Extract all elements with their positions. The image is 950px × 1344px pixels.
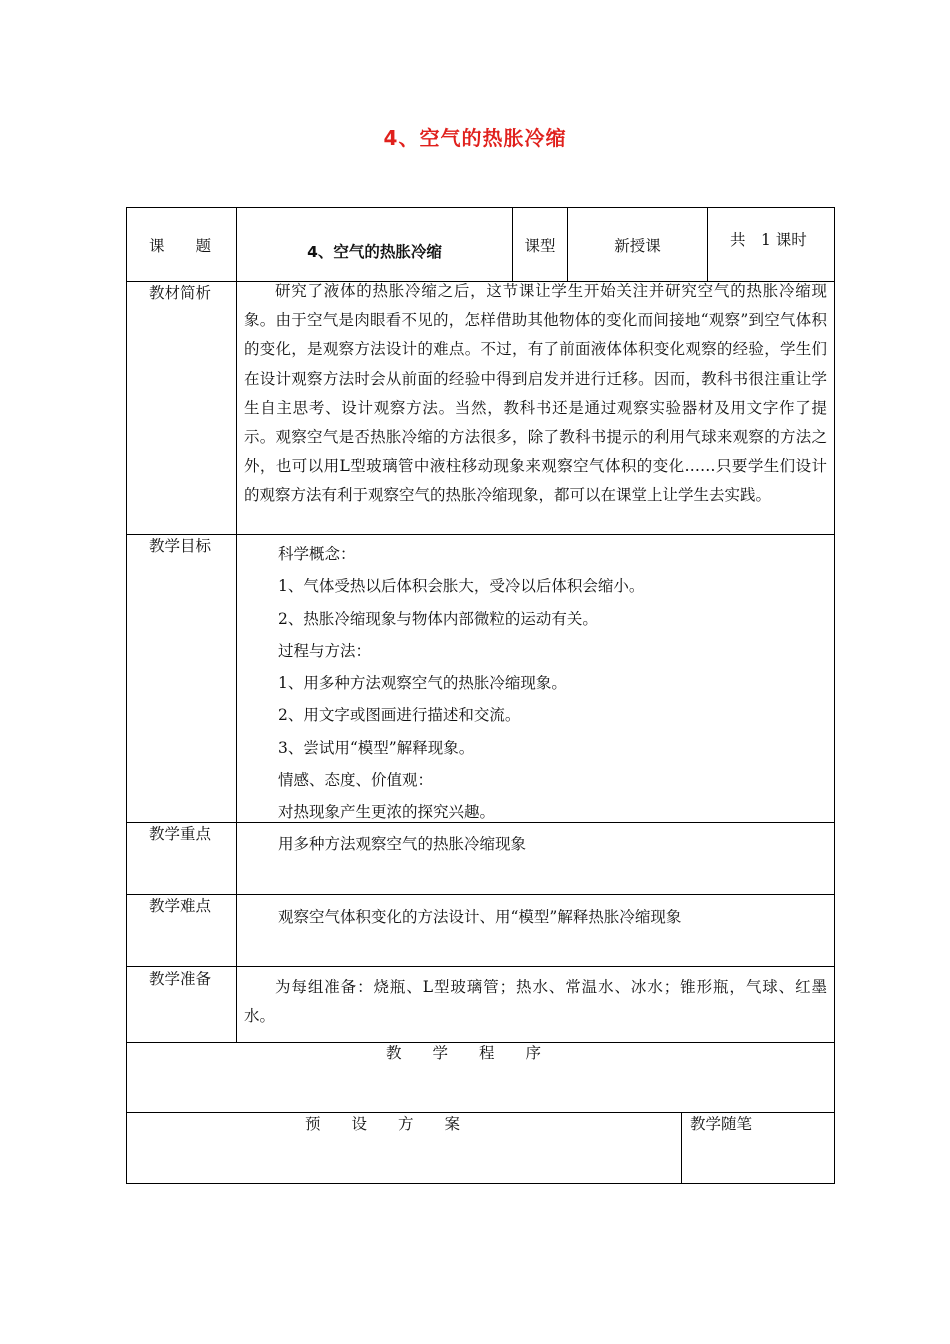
lesson-type-value: 新授课 <box>614 237 661 255</box>
table-border <box>126 966 835 967</box>
analysis-label: 教材简析 <box>149 284 212 302</box>
table-border <box>236 207 237 1043</box>
table-border <box>126 1112 835 1113</box>
goals-label: 教学目标 <box>149 537 212 555</box>
table-border <box>681 1112 682 1184</box>
procedure-label: 教 学 程 序 <box>386 1044 542 1062</box>
table-border <box>707 207 708 282</box>
topic-value: 4、空气的热胀冷缩 <box>307 243 442 261</box>
table-border <box>126 207 127 1184</box>
goal-line: 2、热胀冷缩现象与物体内部微粒的运动有关。 <box>278 609 598 628</box>
table-border <box>126 1183 835 1184</box>
table-border <box>126 894 835 895</box>
preparation-label: 教学准备 <box>149 970 212 988</box>
table-border <box>126 534 835 535</box>
goal-line: 1、气体受热以后体积会胀大，受冷以后体积会缩小。 <box>278 577 645 596</box>
lesson-type-label: 课型 <box>524 237 556 255</box>
analysis-text: 研究了液体的热胀冷缩之后，这节课让学生开始关注并研究空气的热胀冷缩现象。由于空气是肉眼看不见的，怎样借助其他物体的变化而间接地“观察”到空气体积的变化，是观察方法设计的难点。不过，有了前面液体体积变化观察的经验，学生们在设计观察方法时会从前面的经验中得到启发并进行迁移。因而，教科书很注重让学生自主思考、设计观察方法。当然，教科书还是通过观察实验器材及用文字作了提示。观察空气是否热胀冷缩的方法很多，除了教科书提示的利用气球来观察的方法之外，也可以用L型玻璃管中液柱移动现象来观察空气体积的变化……只要学生们设计的观察方法有利于观察空气的热胀冷缩现象，都可以在课堂上让学生去实践。 <box>244 282 827 505</box>
goals-list <box>278 538 828 829</box>
goal-line: 1、用多种方法观察空气的热胀冷缩现象。 <box>278 674 567 693</box>
difficulty-text: 观察空气体积变化的方法设计、用“模型”解释热胀冷缩现象 <box>278 908 682 926</box>
notes-label: 教学随笔 <box>690 1115 753 1133</box>
goal-line: 科学概念： <box>278 545 356 563</box>
table-border <box>126 207 835 208</box>
preparation-text: 为每组准备：烧瓶、L型玻璃管；热水、常温水、冰水；锥形瓶，气球、红墨水。 <box>244 978 827 1026</box>
difficulty-label: 教学难点 <box>149 897 212 915</box>
goal-line: 情感、态度、价值观： <box>278 771 434 790</box>
goal-line: 过程与方法： <box>278 641 372 660</box>
key-point-label: 教学重点 <box>149 825 212 843</box>
goal-line: 对热现象产生更浓的探究兴趣。 <box>278 803 496 822</box>
topic-label: 课 题 <box>149 237 212 255</box>
plan-label: 预 设 方 案 <box>305 1115 461 1133</box>
table-border <box>834 207 835 1184</box>
key-point-text: 用多种方法观察空气的热胀冷缩现象 <box>278 835 527 853</box>
document-title: 4、空气的热胀冷缩 <box>383 126 567 150</box>
lesson-hours: 共 1 课时 <box>730 231 807 249</box>
goal-line: 2、用文字或图画进行描述和交流。 <box>278 706 521 725</box>
goal-line: 3、尝试用“模型”解释现象。 <box>278 738 475 757</box>
